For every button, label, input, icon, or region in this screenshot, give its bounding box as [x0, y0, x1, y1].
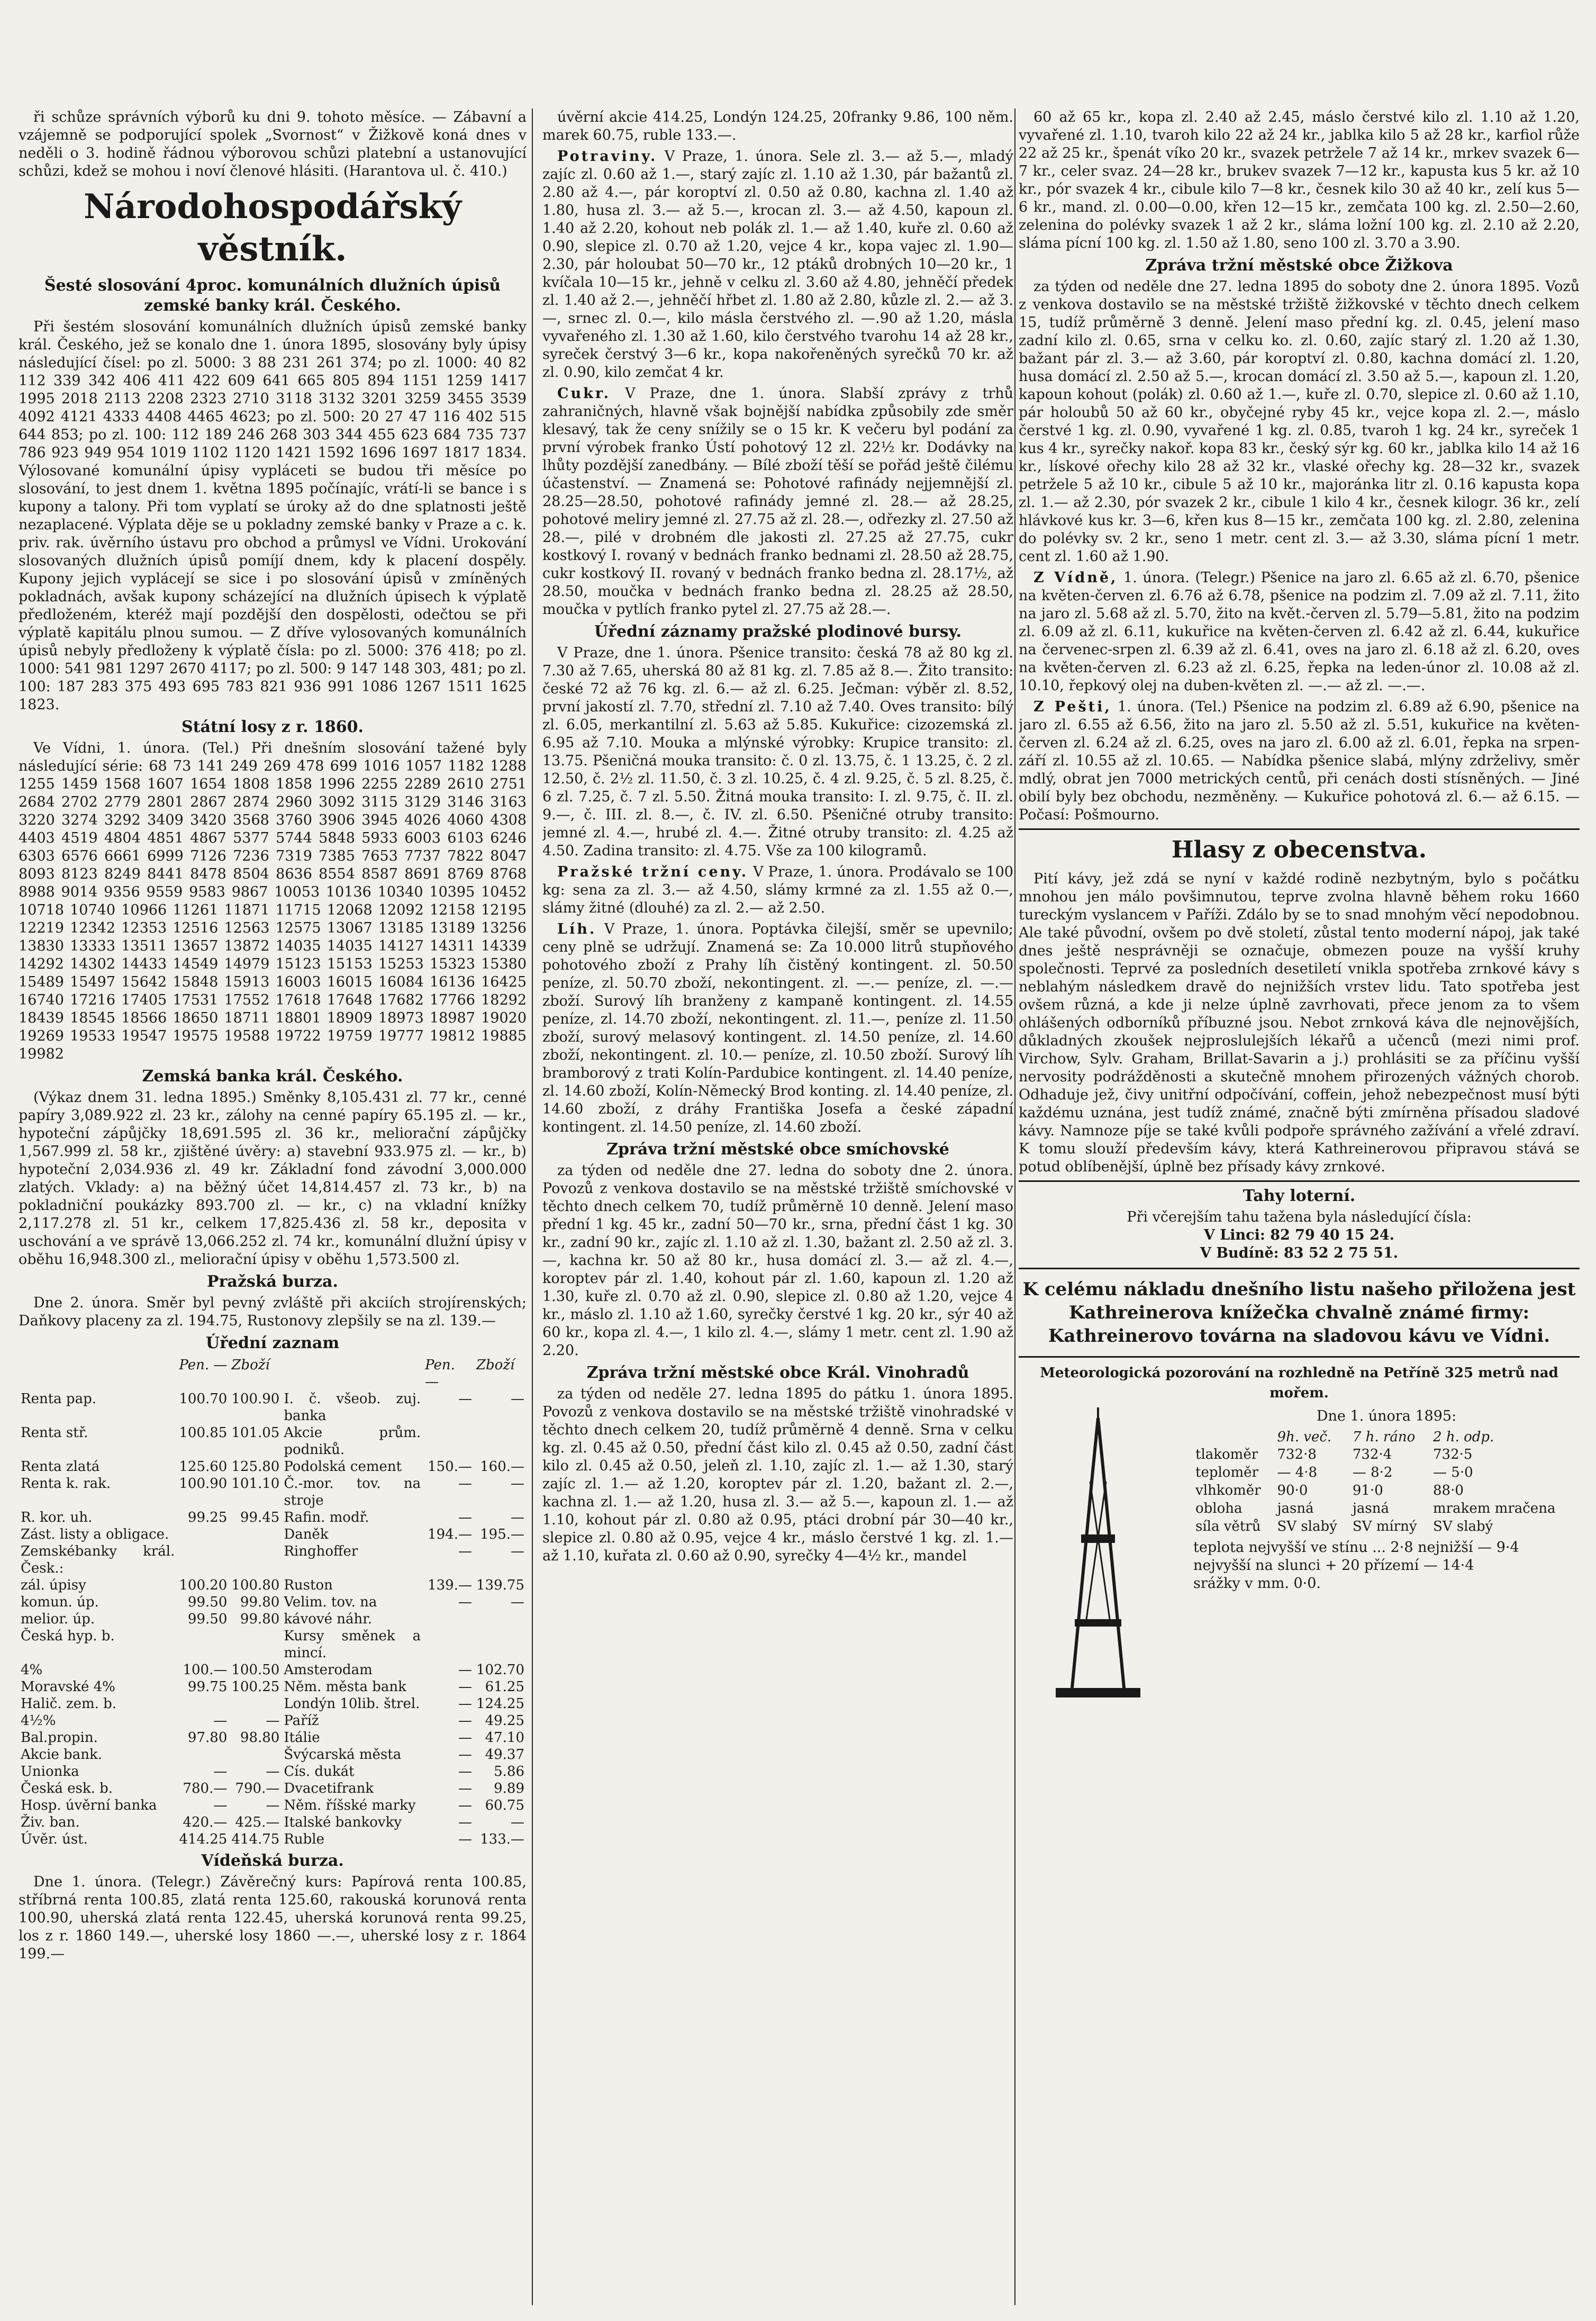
table-cell: 47.10 — [485, 1730, 524, 1746]
lih-text: V Praze, 1. února. Poptávka čilejší, směr se upevnilo; ceny plně se udržují. Znamená se: Za 10.000 litrů stupňového pohotového zboží z Prahy líh čistěný kontingent. zl. 50.50 peníze, zl. 50.70 zboží, nekontingent. zl. —.— peníze, zl. —.— zboží. Surový líh branženy z kampaně kontingent. zl. 14.55 peníze, zl. 14.70 zboží, nekontingent. zl. 11.—, peníze zl. 11.50 zboží, surový melasový kontingent. zl. 14.50 peníze, zl. 14.60 zboží, nekontingent. zl. 10.— peníze, zl. 10.50 zboží. Surový líh bramborový z trati Kolín-Pardubice kontingent. zl. 14.40 peníze, zl. 14.60 zboží, Kolín-Německý Brod konting. zl. 14.40 peníze, zl. 14.60 zboží, z dráhy Františka Josefa a české západní kontingent. zl. 14.50 peníze, zl. 14.60 zboží. — [542, 921, 1013, 1135]
meteo-cell: mrakem mračena — [1433, 1501, 1556, 1516]
column-left — [19, 109, 527, 2305]
petrin-tower-icon — [1019, 1407, 1188, 1704]
meteo-table-body — [1193, 1446, 1580, 1536]
table-cell: 425.— — [235, 1814, 280, 1830]
zizkov-heading: Zpráva tržní městské obce Žižkova — [1145, 256, 1453, 275]
videnska-burza-heading: Vídeňská burza. — [201, 1852, 344, 1870]
table-cell: — — [213, 1764, 228, 1780]
table-cell: 100.25 — [231, 1679, 280, 1695]
table-cell: Moravské 4% — [21, 1679, 115, 1695]
table-cell: 99.75 — [187, 1679, 228, 1695]
table-cell: — — [458, 1391, 472, 1407]
meteo-heading: Meteorologická pozorování na rozhledně na Petříně 325 metrů nad mořem. — [1040, 1365, 1558, 1401]
table-row — [19, 1678, 527, 1695]
table-cell: — — [511, 1476, 524, 1492]
table-row — [19, 1763, 527, 1780]
tahy-buda-numbers: 83 52 2 75 51. — [1284, 1245, 1399, 1261]
table-cell: 99.80 — [240, 1594, 280, 1610]
table-cell — [229, 1628, 282, 1661]
meteo-cell: teploměr — [1195, 1465, 1258, 1480]
table-cell: 101.05 — [231, 1425, 280, 1441]
table-cell: — — [458, 1543, 472, 1559]
table-row — [19, 1458, 527, 1475]
table-row — [19, 1543, 527, 1577]
market-table-title: Úřední zaznam — [205, 1334, 340, 1352]
table-cell: 150.— — [428, 1459, 472, 1475]
table-head-pen1: Pen. — — [179, 1357, 228, 1373]
table-cell: Itálie — [284, 1730, 320, 1746]
table-cell: 100.90 — [231, 1391, 280, 1407]
meteo-extra-line: nejvyšší na slunci + 20 přízemí — 14·4 — [1193, 1557, 1474, 1574]
table-cell — [229, 1526, 282, 1543]
meteo-col-3: 2 h. odp. — [1433, 1429, 1494, 1445]
table-cell: — — [458, 1814, 472, 1830]
meteo-col-1: 9h. več. — [1277, 1429, 1332, 1445]
table-cell: 102.70 — [476, 1662, 524, 1678]
meteo-row — [1193, 1518, 1580, 1536]
table-cell: Cís. dukát — [284, 1764, 355, 1780]
table-cell: Švýcarská města — [284, 1747, 402, 1763]
meteo-cell: 732·4 — [1352, 1447, 1392, 1462]
spolek-notice: ři schůze správních výborů ku dni 9. tohoto měsíce. — Zábavní a vzájemně se podporující spolek „Svornost“ v Žižkově koná dnes v neděli o 3. hodině řádnou výborovou schůzi platební a ustanovující schůzi, kdež se mohou i noví členové hlásiti. (Harantova ul. č. 410.) — [19, 109, 527, 179]
table-row — [19, 1695, 527, 1712]
table-cell: Podolská cement — [284, 1459, 402, 1475]
potraviny-text: V Praze, 1. února. Sele zl. 3.— až 5.—, mladý zajíc zl. 0.60 až 1.—, starý zajíc zl. 1.10 až 1.30, pár bažantů zl. 2.80 až 4.—, pár koroptví zl. 0.50 až 0.80, kachna zl. 1.40 až 1.80, husa zl. 3.— až 5.—, krocan zl. 3.— až 4.50, kapoun zl. 1.40 až 2.20, kohout neb polák zl. 1.— až 1.40, kuře zl. 0.60 až 0.90, slepice zl. 0.70 až 1.20, vejce 4 kr., kopa vajec zl. 1.90—2.30, pár holoubat 50—70 kr., 12 ptáků drobných 10—20 kr., 1 kvíčala 10—15 kr., jehně v celku zl. 3.60 až 4.80, jehněčí předek zl. 1.40 až 2.—, jehněčí hřbet zl. 1.80 až 2.80, kůzle zl. 2.— až 3.—, srnec zl. 0.—, kilo másla čerstvého zl. —.90 až 1.20, másla vyvařeného zl. 1.30 až 1.60, kilo čerstvého tvarohu 14 až 28 kr., syreček čerstvý 3—6 kr., kopa nakořeněných syrečků 70 kr. až zl. 0.90, kilo zemčat 4 kr. — [542, 148, 1013, 381]
table-cell: 139.— — [428, 1577, 472, 1593]
table-cell: 5.86 — [494, 1764, 524, 1780]
table-cell: — — [458, 1781, 472, 1796]
table-cell: Zemskébanky král. Česk.: — [21, 1543, 175, 1576]
meteo-cell: 732·5 — [1433, 1447, 1473, 1462]
kathreiner-notice: K celému nákladu dnešního listu našeho přiložena jest Kathreinerova knížečka chvalně známé firmy: Kathreinerovo továrna na sladovou kávu ve Vídni. — [1022, 1279, 1576, 1347]
smichov-text: za týden od neděle dne 27. ledna do soboty dne 2. února. Povozů z venkova dostavilo se na městské tržiště smíchovské v těchto dnech celkem 70, tudíž průměrně 10 denně. Jelení maso přední 1 kg. 45 kr., zadní 50—70 kr., srna, přední část 1 kg. 30 kr., zadní 90 kr., zajíc zl. 1.10 až zl. 1.30, bažant zl. 2.50 až zl. 3.—, kachna kr. 50 až 80 kr., husa domácí zl. 3.— až zl. 4.—, koroptev pár zl. 1.40, kohout pár zl. 1.60, kapoun zl. 1.20 až 1.30, kuře zl. 0.70 až zl. 0.90, slepice zl. 0.80 až 1.20, vejce 4 kr., máslo zl. 1.10 až 1.60, syrečky čerstvé 1 kg. 20 kr., sýr 40 až 60 kr., kopa zl. 4.—, 1 kilo zl. 4.—, slámy 1 metr. cent zl. 1.90 až 2.20. — [542, 1162, 1013, 1359]
table-row — [19, 1712, 527, 1729]
vinohrady-text: za týden od neděle 27. ledna 1895 do pátku 1. února 1895. Povozů z venkova dostavilo se na městské tržiště vinohradské v těchto dnech celkem 20, tudíž průměrně 4 denně. Srna v celku kg. zl. 0.45 až 0.50, přední část kilo zl. 0.45 až 0.50, zadní část kilo zl. 0.45 až 0.50, jeleň zl. 1.10, zajíc zl. 1.— až 1.30, starý zajíc zl. 1.— až 1.20, koroptev pár zl. 1.20, bažant zl. 2.—, kachna zl. 1.— až 1.20, husa zl. 3.— až 5.—, kapoun zl. 1.— až 1.10, kohout pár zl. 0.80 až 0.95, ptáci drobní pár 30—40 kr., slepice zl. 0.80 až 0.95, vejce 4 kr., máslo čerstvé 1 kg. zl. 1.— až 1.10, kuřata zl. 0.60 až 0.90, syrečky 4—4½ kr., mandel — [542, 1386, 1013, 1564]
table-cell: 124.25 — [476, 1696, 524, 1712]
table-cell: Dvacetifrank — [284, 1781, 374, 1796]
promo-box — [1019, 1268, 1580, 1358]
table-cell: Londýn 10lib. štrel. — [284, 1696, 420, 1712]
petrin-tower-drawing — [1019, 1407, 1177, 1704]
smichov-heading: Zpráva tržní městské obce smíchovské — [606, 1140, 949, 1159]
statni-losy-text: Ve Vídni, 1. února. (Tel.) Při dnešním slosování tažené byly následující série: 68 73 141 249 269 478 699 1016 1057 1182 1288 1255 1459 1568 1607 1654 1808 1858 1996 2255 2289 2610 2751 2684 2702 2779 2801 2867 2874 2960 3092 3115 3129 3146 3163 3220 3274 3292 3409 3420 3568 3760 3906 3945 4026 4060 4308 4403 4519 4804 4851 4867 5377 5744 5848 5933 6003 6103 6246 6303 6576 6661 6999 7126 7236 7319 7385 7653 7737 7822 8047 8093 8123 8249 8441 8478 8504 8636 8554 8587 8691 8769 8768 8988 9014 9356 9559 9583 9867 10053 10136 10340 10395 10452 10718 10740 10966 11261 11871 11715 12068 12092 12158 12195 12219 12342 12353 12516 12563 12575 13067 13185 13189 13256 13830 13333 13511 13657 13872 14035 14035 14127 14311 14339 14292 14302 14433 14549 14979 15123 15153 15253 15323 15380 15489 15497 15642 15848 15913 16003 16015 16084 16136 16425 16740 17216 17405 17531 17552 17618 17648 17682 17766 18292 18439 18545 18566 18650 18711 18801 18909 18973 18987 19020 19269 19533 19547 19575 19588 19722 19759 19777 19812 19885 19982 — [19, 740, 527, 1062]
meteo-row — [1193, 1464, 1580, 1482]
table-cell — [423, 1628, 474, 1661]
tahy-linz — [1019, 1226, 1580, 1244]
table-cell: komun. úp. — [21, 1594, 99, 1610]
table-cell: Paříž — [284, 1713, 319, 1729]
meteo-cell: 88·0 — [1433, 1483, 1464, 1498]
table-cell: 139.75 — [476, 1577, 524, 1593]
tahy-buda — [1019, 1244, 1580, 1262]
zizkov-text: za týden od neděle dne 27. ledna 1895 do soboty dne 2. února 1895. Vozů z venkova dostavilo se na městské tržiště žižkovské v těchto dnech celkem 15, tudíž průměrně 3 denně. Jelení maso přední kg. zl. 0.45, jelení maso zadní kilo zl. 0.65, srna v celku ko. zl. 0.60, zajíc starý zl. 1.20 až 1.30, bažant pár zl. 3.— až 3.60, pár koroptví zl. 0.80, kachna domácí zl. 1.20, husa domácí zl. 2.50 až 5.—, krocan domácí zl. 3.50 až 5.—, kapoun zl. 1.20, kapoun kohout (polák) zl. 0.60 až 1.—, kuře zl. 0.70, slepice zl. 0.60 až 1.10, pár holoubů 50 až 60 kr., obyčejné ryby 45 kr., vejce kopa zl. 2.—, máslo čerstvé 1 kg. zl. 0.90, vyvařené 1 kg. zl. 0.85, tvaroh 1 kg. 24 kr., syreček 1 kus 4 kr., syrečky nakoř. kopa 83 kr., český sýr kg. 60 kr., jablka kilo 14 až 16 kr., lískové ořechy kilo 28 až 32 kr., vlaské ořechy kg. 28—32 kr., svazek petržele 5 až 10 kr., cibule 5 až 10 kr., majoránka litr zl. 0.16 kapusta kopa zl. 1.— až 2.30, pór svazek 2 kr., cibule 1 kilo 4 kr., česnek kilogr. 36 kr., zelí hlávkové kus kr. 3—6, křen kus 8—15 kr., zemčata 100 kg. zl. 2.80, zelenina do polévky sv. 2 kr., seno 1 metr. cent zl. 3.— až 3.30, sláma pícní 1 metr. cent zl. 1.60 až 1.90. — [1019, 278, 1580, 565]
table-cell — [423, 1611, 474, 1628]
table-cell — [229, 1543, 282, 1577]
table-cell — [229, 1695, 282, 1712]
table-cell — [474, 1611, 527, 1628]
table-cell: 97.80 — [187, 1730, 228, 1746]
table-head-zbozi1: Zboží — [231, 1357, 270, 1373]
table-row — [19, 1814, 527, 1831]
table-row — [19, 1661, 527, 1678]
meteo-cell: síla větrů — [1195, 1519, 1261, 1534]
table-cell: Velim. tov. na — [284, 1594, 377, 1610]
table-cell: Ringhoffer — [284, 1543, 358, 1559]
table-cell: 49.37 — [485, 1747, 524, 1763]
table-cell: — — [458, 1594, 472, 1610]
table-row — [19, 1475, 527, 1509]
burza-continued: úvěrní akcie 414.25, Londýn 124.25, 20franky 9.86, 100 něm. marek 60.75, ruble 133.—. — [542, 109, 1013, 143]
table-cell — [177, 1526, 229, 1543]
table-cell: melior. úp. — [21, 1611, 95, 1627]
table-row — [19, 1594, 527, 1611]
table-cell: — — [458, 1764, 472, 1780]
table-cell: — — [213, 1798, 228, 1813]
table-cell: Kursy směnek a mincí. — [284, 1628, 421, 1661]
table-cell: 100.80 — [231, 1577, 280, 1593]
table-cell: 160.— — [480, 1459, 524, 1475]
meteo-table — [1193, 1429, 1580, 1536]
table-cell: Ruble — [284, 1831, 325, 1847]
prazska-burza-heading: Pražská burza. — [207, 1272, 338, 1291]
table-cell: 4% — [21, 1662, 43, 1678]
market-table-body — [19, 1390, 527, 1848]
table-row — [19, 1390, 527, 1424]
table-cell: I. č. všeob. zuj. banka — [284, 1391, 421, 1424]
table-cell: — — [458, 1510, 472, 1525]
lih-heading: Líh. — [557, 921, 597, 937]
meteo-cell: 91·0 — [1352, 1483, 1383, 1498]
table-cell: 101.10 — [231, 1476, 280, 1492]
table-cell: 99.50 — [187, 1611, 228, 1627]
table-cell — [177, 1628, 229, 1661]
tahy-linz-numbers: 82 79 40 15 24. — [1270, 1227, 1395, 1243]
table-cell: 780.— — [183, 1781, 228, 1796]
table-cell: Daněk — [284, 1527, 329, 1542]
meteo-date: Dne 1. února 1895: — [1316, 1408, 1457, 1424]
table-cell: 9.89 — [494, 1781, 524, 1796]
table-cell: Česká esk. b. — [21, 1781, 113, 1796]
table-cell — [177, 1746, 229, 1763]
table-cell: 420.— — [183, 1814, 228, 1830]
table-cell: 133.— — [480, 1831, 524, 1847]
meteo-cell: — 8·2 — [1352, 1465, 1393, 1480]
meteo-cell: — 5·0 — [1433, 1465, 1473, 1480]
table-cell: 99.50 — [187, 1594, 228, 1610]
table-cell: 98.80 — [240, 1730, 280, 1746]
tahy-intro: Při včerejším tahu tažena byla následující čísla: — [1127, 1209, 1472, 1225]
table-cell — [229, 1746, 282, 1763]
meteo-cell: 732·8 — [1277, 1447, 1317, 1462]
divider — [1019, 828, 1580, 830]
statni-losy-heading: Státní losy z r. 1860. — [181, 718, 364, 736]
table-cell: — — [511, 1391, 524, 1407]
table-cell: 61.25 — [485, 1679, 524, 1695]
meteo-row — [1193, 1482, 1580, 1500]
table-cell: — — [458, 1696, 472, 1712]
videnska-burza-text: Dne 1. února. (Telegr.) Závěrečný kurs: Papírová renta 100.85, stříbrná renta 100.85, zlatá renta 125.60, rakouská korunová renta 100.90, uherská zlatá renta 122.45, uherská korunová renta 99.25, los z r. 1860 149.—, uherské losy 1860 —.—, uherské losy z r. 1864 199.— — [19, 1874, 527, 1962]
cukr-heading: Cukr. — [557, 385, 611, 402]
table-row — [19, 1526, 527, 1543]
table-cell: 414.75 — [231, 1831, 280, 1847]
table-row — [19, 1831, 527, 1848]
table-cell: Něm. říšské marky — [284, 1798, 416, 1813]
plodinova-bursa-text: V Praze, dne 1. února. Pšenice transito: česká 78 až 80 kg zl. 7.30 až 7.65, uherská 80 až 81 kg. zl. 7.85 až 8.—. Žito transito: české 72 až 76 kg. zl. 6.— až zl. 6.25. Ječman: výběr zl. 8.52, první jakostí zl. 7.70, střední zl. 7.10 až 7.40. Oves transito: bílý zl. 6.05, merkantilní zl. 5.63 až 5.85. Kukuřice: cizozemská zl. 6.95 až 7.10. Mouka a mlýnské výrobky: Krupice transito: zl. 13.75. Pšeničná mouka transito: č. 0 zl. 13.75, č. 1 13.25, č. 2 zl. 12.50, č. 2½ zl. 11.50, č. 3 zl. 10.25, č. 4 zl. 9.25, č. 5 zl. 8.25, č. 6 zl. 7.25, č. 7 zl. 5.50. Žitná mouka transito: I. zl. 9.75, č. II. zl. 9.—, č. III. zl. 8.—, č. IV. zl. 6.50. Pšeničné otruby transito: jemné zl. 4.—, hrubé zl. 4.—. Žitné otruby transito: zl. 4.25 až 4.50. Zadina transito: zl. 4.75. Vše za 100 kilogramů. — [542, 645, 1013, 859]
table-cell: Renta stř. — [21, 1425, 88, 1441]
column-rule — [1014, 109, 1015, 2305]
viden-text: 1. února. (Telegr.) Pšenice na jaro zl. 6.65 až zl. 6.70, pšenice na květen-červen zl. 6.76 až 6.78, pšenice na podzim zl. 7.09 až zl. 7.11, žito na jaro zl. 5.68 až zl. 5.70, žito na květ.-červen zl. 5.79—5.81, žito na podzim zl. 6.09 až zl. 6.11, kukuřice na květen-červen zl. 6.42 až zl. 6.44, kukuřice na červenec-srpen zl. 6.39 až zl. 6.41, oves na jaro zl. 6.18 až zl. 6.20, oves na květen-červen zl. 6.23 až zl. 6.25, řepka na leden-únor zl. 10.08 až zl. 10.10, řepkový olej na duben-květen zl. —.— až zl. —.—. — [1019, 570, 1580, 694]
table-cell — [177, 1543, 229, 1577]
table-head-zbozi2: Zboží — [476, 1357, 515, 1373]
meteo-extra — [1193, 1539, 1580, 1593]
table-cell: — — [511, 1594, 524, 1610]
table-cell: Bal.propin. — [21, 1730, 98, 1746]
meteo-block — [1019, 1407, 1580, 1704]
table-cell: 100.— — [183, 1662, 228, 1678]
table-cell: — — [458, 1798, 472, 1813]
market-table — [19, 1357, 527, 1848]
table-cell: 194.— — [428, 1527, 472, 1542]
table-cell: — — [458, 1730, 472, 1746]
table-cell: Česká hyp. b. — [21, 1628, 115, 1644]
table-cell: 99.45 — [240, 1510, 280, 1525]
meteo-cell: SV mírný — [1352, 1519, 1417, 1534]
table-cell: 125.80 — [231, 1459, 280, 1475]
table-cell: 414.25 — [179, 1831, 228, 1847]
column-middle — [542, 109, 1013, 2305]
table-cell: R. kor. uh. — [21, 1510, 93, 1525]
cukr-text: V Praze, dne 1. února. Slabší zprávy z trhů zahraničných, hlavně však bojnější nabídka způsobily zde směr klesavý, tak že ceny snížily se o 15 kr. K večeru byl podání za první výrobek franko Ústí pohotový 12 zl. 22½ kr. Dodávky na lhůty pozdější zanedbány. — Bílé zboží těší se pořád ještě čilému účastenství. — Znamená se: Pohotové rafinády nejjemnější zl. 28.25—28.50, pohotové rafinády jemné zl. 28.— až 28.25, pohotové meliry jemné zl. 27.75 až zl. 28.—, odřezky zl. 27.50 až 28.—, pilé v drobném dle jakosti zl. 27.25 až 27.75, cukr kostkový I. rovaný v bednách franko bednami zl. 28.50 až 28.75, cukr kostkový II. rovaný v bednách franko bedna zl. 28.17½, až 28.50, moučka v bednách franko bedna zl. 28.25 až 28.50, moučka v pytlích franko pytel zl. 27.75 až 28.—. — [542, 385, 1013, 618]
table-cell: Amsterodam — [284, 1662, 373, 1678]
table-cell: zál. úpisy — [21, 1577, 86, 1593]
table-cell: — — [458, 1831, 472, 1847]
table-cell: — — [511, 1814, 524, 1830]
table-cell: Hosp. úvěrní banka — [21, 1798, 157, 1813]
potraviny-heading: Potraviny. — [557, 148, 658, 165]
column-right — [1019, 109, 1580, 2305]
table-cell: Zást. listy a obligace. — [21, 1527, 169, 1542]
tahy-linz-label: V Linci: — [1203, 1227, 1265, 1243]
table-cell: 100.90 — [179, 1476, 228, 1492]
plodinova-bursa-heading: Úřední záznamy pražské plodinové bursy. — [594, 622, 962, 641]
trzni-ceny-text: V Praze, 1. února. Prodávalo se 100 kg: sena za zl. 3.— až 4.50, slámy krmné za zl. 1.55 až 0.—, slámy žitné (dlouhé) za zl. 2.— až 2.50. — [542, 864, 1013, 916]
meteo-extra-line: srážky v mm. 0·0. — [1193, 1575, 1321, 1592]
table-cell: — — [458, 1679, 472, 1695]
meteo-cell: 90·0 — [1277, 1483, 1308, 1498]
table-cell: Akcie prům. podniků. — [284, 1425, 421, 1458]
table-cell: — — [266, 1713, 280, 1729]
meteo-cell: tlakoměr — [1195, 1447, 1258, 1462]
table-row — [19, 1509, 527, 1526]
pest-heading: Z Pešti, — [1033, 699, 1112, 715]
prazska-burza-text: Dne 2. února. Směr byl pevný zvláště při akciích strojírenských; Daňkovy placeny za zl. 194.75, Rustonovy zlepšily se na zl. 139.— — [19, 1295, 527, 1329]
table-cell: 790.— — [235, 1781, 280, 1796]
table-cell: 49.25 — [485, 1713, 524, 1729]
pest-text: 1. února. (Tel.) Pšenice na podzim zl. 6.89 až 6.90, pšenice na jaro zl. 6.55 až 6.56, žito na jaro zl. 5.50 až zl. 5.51, kukuřice na květen-červen zl. 6.24 až zl. 6.25, oves na jaro zl. 6.00 až zl. 6.01, řepka na srpen-září zl. 10.55 až zl. 10.65. — Nabídka pšenice slabá, mlýny zdrželivy, směr mdlý, obrat jen 7000 metrických centů, při cenách dosti stísněných. — Jiné obilí byly bez obchodu, nezměněny. — Kukuřice pohotová zl. 6.— až 6.15. — Počasí: Pošmourno. — [1019, 699, 1580, 823]
meteo-cell: obloha — [1195, 1501, 1243, 1516]
table-row — [19, 1780, 527, 1797]
table-cell: — — [266, 1798, 280, 1813]
lottery-heading: Šesté slosování 4proc. komunálních dlužních úpisů zemské banky král. Českého. — [44, 276, 501, 315]
table-cell: Italské bankovky — [284, 1814, 402, 1830]
trzni-ceny-heading: Pražské tržní ceny. — [557, 864, 749, 880]
table-cell: 99.80 — [240, 1611, 280, 1627]
table-cell — [177, 1695, 229, 1712]
table-cell: Renta zlatá — [21, 1459, 100, 1475]
table-cell: Živ. ban. — [21, 1814, 80, 1830]
table-cell: Akcie bank. — [21, 1747, 102, 1763]
table-cell: 99.25 — [187, 1510, 228, 1525]
table-cell: — — [458, 1476, 472, 1492]
table-cell: — — [458, 1662, 472, 1678]
table-cell: 100.85 — [179, 1425, 228, 1441]
table-cell: Něm. města bank — [284, 1679, 406, 1695]
table-cell: Renta k. rak. — [21, 1476, 111, 1492]
table-cell: 195.— — [480, 1527, 524, 1542]
section-title: Národohospodářský věstník. — [84, 187, 461, 269]
table-row — [19, 1611, 527, 1628]
column-rule — [532, 109, 533, 2305]
viden-heading: Z Vídně, — [1033, 570, 1118, 586]
meteo-cell: vlhkoměr — [1195, 1483, 1261, 1498]
table-cell: — — [458, 1747, 472, 1763]
table-head-pen2: Pen. — — [425, 1357, 455, 1390]
meteo-cell: jasná — [1352, 1501, 1389, 1516]
table-cell: — — [458, 1713, 472, 1729]
table-cell: Halič. zem. b. — [21, 1696, 117, 1712]
table-cell — [474, 1424, 527, 1458]
lottery-text: Při šestém slosování komunálních dlužních úpisů zemské banky král. Českého, jež se konalo dne 1. února 1895, slosovány byly úpisy následující čísel: po zl. 5000: 3 88 231 261 374; po zl. 1000: 40 82 112 339 342 406 411 422 609 641 665 805 894 1151 1259 1417 1995 2018 2113 2208 2323 2710 3118 3132 3201 3259 3455 3539 4092 4121 4333 4408 4465 4623; po zl. 500: 20 27 47 116 402 515 644 853; po zl. 100: 112 189 246 268 303 344 455 623 684 735 737 786 923 949 954 1019 1102 1120 1421 1592 1696 1697 1817 1834. Výlosované komunální úpisy vypláceti se budou tři měsíce po slosování, to jest dnem 1. května 1895 počínajíc, vrátí-li se bance i s kupony a talony. Při tom vyplatí se úroky až do dne splatnosti ještě nezaplacené. Výplata děje se u pokladny zemské banky v Praze a c. k. priv. rak. úvěrního ústavu pro obchod a průmysl ve Vídni. Urokování slosovaných dlužních úpisů pomíjí dnem, kdy k placení dospěly. Kupony jejich vyplácejí se sice i po slosování úpisů v zmíněných pokladnách, avšak kupony scházející na dlužních úpisech k výplatě předloženém, kteréž mají pozdější den dospělosti, odečtou se při výplatě kapitálu plnou sumou. — Z dříve vylosovaných komunálních úpisů nebyly předloženy k výplatě čísla: po zl. 5000: 376 418; po zl. 1000: 541 981 1297 2670 4117; po zl. 500: 9 147 148 303, 481; po zl. 100: 187 283 375 493 695 783 821 936 991 1086 1267 1511 1625 1823. — [19, 319, 527, 713]
zemska-banka-text: (Výkaz dnem 31. ledna 1895.) Směnky 8,105.431 zl. 77 kr., cenné papíry 3,089.922 zl. 23 kr., zálohy na cenné papíry 65.195 zl. — kr., hypoteční zápůjčky 18,691.595 zl. 36 kr., meliorační zápůjčky 1,567.999 zl. 58 kr., zjištěné úvěry: a) stavební 933.975 zl. — kr., b) hypoteční 2,034.936 zl. 49 kr. Základní fond závodní 3,000.000 zlatých. Vklady: a) na běžný účet 14,814.457 zl. 73 kr., b) na pokladniční poukázky 893.700 zl. — kr., c) na vkladní knížky 2,117.278 zl. 51 kr., celkem 17,825.436 zl. 58 kr., deposita v uschování a ve správě 13,066.252 zl. 74 kr., komunální dlužní úpisy v oběhu 16,948.300 zl., meliorační úpisy v oběhu 1,573.500 zl. — [19, 1089, 527, 1268]
table-cell: Ruston — [284, 1577, 333, 1593]
table-cell: 100.50 — [231, 1662, 280, 1678]
table-row — [19, 1729, 527, 1746]
table-cell: Rafin. modř. — [284, 1510, 369, 1525]
table-cell — [474, 1628, 527, 1661]
table-cell: 125.60 — [179, 1459, 228, 1475]
table-row — [19, 1628, 527, 1661]
meteo-row — [1193, 1500, 1580, 1518]
meteo-cell: — 4·8 — [1277, 1465, 1318, 1480]
meteo-cell: jasná — [1277, 1501, 1314, 1516]
table-cell: 4½% — [21, 1713, 56, 1729]
table-cell: 60.75 — [485, 1798, 524, 1813]
table-cell: — — [511, 1510, 524, 1525]
table-row — [19, 1424, 527, 1458]
table-cell: 100.20 — [179, 1577, 228, 1593]
table-cell: — — [511, 1543, 524, 1559]
table-cell: 100.70 — [179, 1391, 228, 1407]
vinohrady-continued: 60 až 65 kr., kopa zl. 2.40 až 2.45, máslo čerstvé kilo zl. 1.10 až 1.20, vyvařené zl. 1.10, tvaroh kilo 22 až 24 kr., jablka kilo 5 až 28 kr., karfiol růže 22 až 25 kr., špenát víko 20 kr., svazek petržele 7 až 14 kr., mrkev svazek 6—7 kr., celer svaz. 24—28 kr., brukev svazek 7—12 kr., kapusta kus 5 kr. až 10 kr., pór svazek 4 kr., cibule kilo 7—8 kr., česnek kilo 30 až 40 kr., zelí kus 5—6 kr., mand. zl. 0.00—0.00, křen 12—15 kr., zemčata 100 kg. zl. 2.50—2.60, zelenina do polévky svazek 1 až 2 kr., sláma ložní 100 kg. zl. 2.10 až 2.20, sláma pícní 100 kg. zl. 1.50 až 1.80, seno 100 zl. 3.70 a 3.90. — [1019, 109, 1580, 251]
table-cell: — — [213, 1713, 228, 1729]
table-cell: Renta pap. — [21, 1391, 96, 1407]
table-cell — [423, 1424, 474, 1458]
meteo-cell: SV slabý — [1277, 1519, 1337, 1534]
table-cell: kávové náhr. — [284, 1611, 373, 1627]
meteo-cell: SV slabý — [1433, 1519, 1493, 1534]
hlasy-text: Pití kávy, jež zdá se nyní v každé rodině nezbytným, bylo s počátku mnohou jen málo povšimnutou, teprve zvolna hlavně během roku 1660 tureckým vyslancem v Paříži. Zdálo by se to snad mnohým věcí nepodobnou. Ale také původní, ovšem po dvě století, zůstal tento moderní nápoj, jak také dnes ještě nesprávněji se označuje, obmezen pouze na vyšší kruhy společnosti. Teprvé za posledních desetiletí vnikla spotřeba zrnkové kávy s neblahým následkem dravě do nejnižších vrstev lidu. Tato spotřeba jest ovšem různá, a kde ji nelze úplně zavrhovati, přece jenom za to všem ohlášených odborníků příbuzné jsou. Nebot zrnková káva dle nejnovějších, důkladných zkoušek nejproslulejších lékařů a učenců (mezi nimi prof. Virchow, Sylv. Graham, Brillat-Savarin a j.) prohlásiti se za příčinu vyšší nervosity podrážděnosti a skutečně mnohem přirozených vážných chorob. Odhaduje jež, čivy unitřní odpočívání, coffein, jehož nebezpečnost musí býti každému uznána, jest tudíž známé, značně býti zmírněna přísadou sladové kávy. Namnoze píje se také kvůli podpoře správného zažívání a vřelé zdraví. K tomu slouží především kávy, která Kathreinerovou připravou stává se potud oblíbenější, úplně bez přísady kávy zrnkové. — [1019, 871, 1580, 1175]
table-cell: — — [266, 1764, 280, 1780]
vinohrady-heading: Zpráva tržní městské obce Král. Vinohradů — [586, 1363, 969, 1382]
table-row — [19, 1577, 527, 1594]
tahy-buda-label: V Budíně: — [1200, 1245, 1279, 1261]
divider — [1019, 1180, 1580, 1182]
table-row — [19, 1797, 527, 1814]
meteo-extra-line: teplota nejvyšší ve stínu ... 2·8 nejnižší — 9·4 — [1193, 1539, 1519, 1556]
zemska-banka-heading: Zemská banka král. Českého. — [142, 1067, 403, 1086]
hlasy-heading: Hlasy z obecenstva. — [1171, 836, 1427, 863]
table-cell: Úvěr. úst. — [21, 1831, 88, 1847]
tahy-heading: Tahy loterní. — [1243, 1187, 1356, 1205]
meteo-row — [1193, 1446, 1580, 1464]
table-row — [19, 1746, 527, 1763]
meteo-col-2: 7 h. ráno — [1352, 1429, 1416, 1445]
table-cell: Unionka — [21, 1764, 79, 1780]
table-cell: Č.-mor. tov. na stroje — [284, 1476, 421, 1509]
